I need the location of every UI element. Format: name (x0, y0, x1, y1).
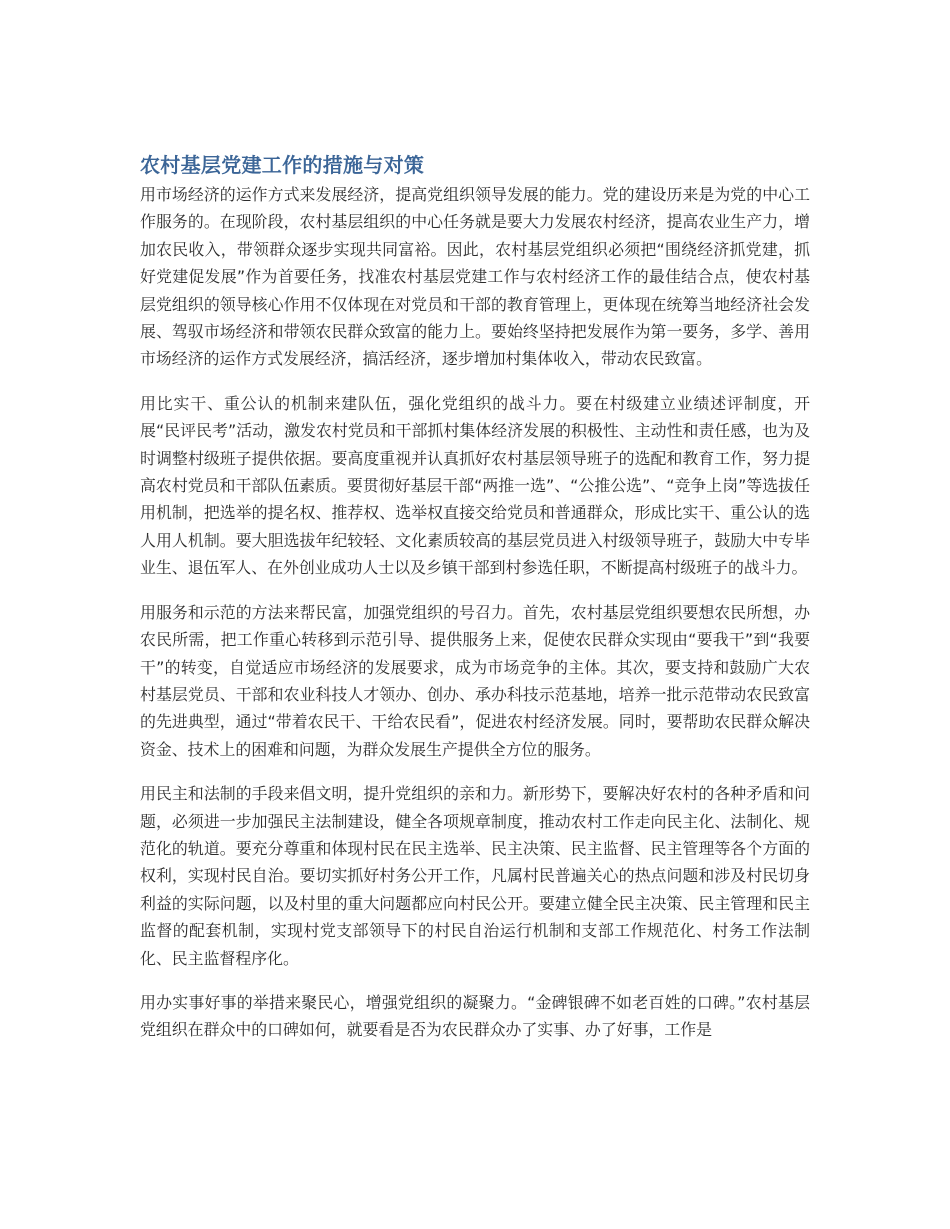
paragraph-democracy-law: 用民主和法制的手段来倡文明，提升党组织的亲和力。新形势下，要解决好农村的各种矛盾和问题，必须进一步加强民主法制建设，健全各项规章制度，推动农村工作走向民主化、法制化、规范化的轨道。要充分尊重和体现村民在民主选举、民主决策、民主监督、民主管理等各个方面的权利，实现村民自治。要切实抓好村务公开工作，凡属村民普遍关心的热点问题和涉及村民切身利益的实际问题，以及村里的重大问题都应向村民公开。要建立健全民主决策、民主管理和民主监督的配套机制，实现村党支部领导下的村民自治运行机制和支部工作规范化、村务工作法制化、民主监督程序化。 (140, 784, 810, 968)
paragraph-practical-deeds: 用办实事好事的举措来聚民心，增强党组织的凝聚力。“金碑银碑不如老百姓的口碑。”农村基层党组织在群众中的口碑如何，就要看是否为农民群众办了实事、办了好事，工作是 (140, 992, 810, 1040)
paragraph-economy: 用市场经济的运作方式来发展经济，提高党组织领导发展的能力。党的建设历来是为党的中心工作服务的。在现阶段，农村基层组织的中心任务就是要大力发展农村经济，提高农业生产力，增加农民收入，带领群众逐步实现共同富裕。因此，农村基层党组织必须把“围绕经济抓党建，抓好党建促发展”作为首要任务，找准农村基层党建工作与农村经济工作的最佳结合点，使农村基层党组织的领导核心作用不仅体现在对党员和干部的教育管理上，更体现在统筹当地经济社会发展、驾驭市场经济和带领农民群众致富的能力上。要始终坚持把发展作为第一要务，多学、善用市场经济的运作方式发展经济，搞活经济，逐步增加村集体收入，带动农民致富。 (140, 185, 810, 369)
paragraph-team-building: 用比实干、重公认的机制来建队伍，强化党组织的战斗力。要在村级建立业绩述评制度，开展“民评民考”活动，激发农村党员和干部抓村集体经济发展的积极性、主动性和责任感，也为及时调整村级班子提供依据。要高度重视并认真抓好农村基层领导班子的选配和教育工作，努力提高农村党员和干部队伍素质。要贯彻好基层干部“两推一选”、“公推公选”、“竞争上岗”等选拔任用机制，把选举的提名权、推荐权、选举权直接交给党员和普通群众，形成比实干、重公认的选人用人机制。要大胆选拔年纪较轻、文化素质较高的基层党员进入村级领导班子，鼓励大中专毕业生、退伍军人、在外创业成功人士以及乡镇干部到村参选任职，不断提高村级班子的战斗力。 (140, 393, 810, 578)
document-title: 农村基层党建工作的措施与对策 (140, 153, 425, 177)
paragraph-service-demonstration: 用服务和示范的方法来帮民富，加强党组织的号召力。首先，农村基层党组织要想农民所想，办农民所需，把工作重心转移到示范引导、提供服务上来，促使农民群众实现由“要我干”到“我要干”的转变，自觉适应市场经济的发展要求，成为市场竞争的主体。其次，要支持和鼓励广大农村基层党员、干部和农业科技人才领办、创办、承办科技示范基地，培养一批示范带动农民致富的先进典型，通过“带着农民干、干给农民看”，促进农村经济发展。同时，要帮助农民群众解决资金、技术上的困难和问题，为群众发展生产提供全方位的服务。 (140, 602, 810, 759)
document-page (140, 148, 810, 1061)
